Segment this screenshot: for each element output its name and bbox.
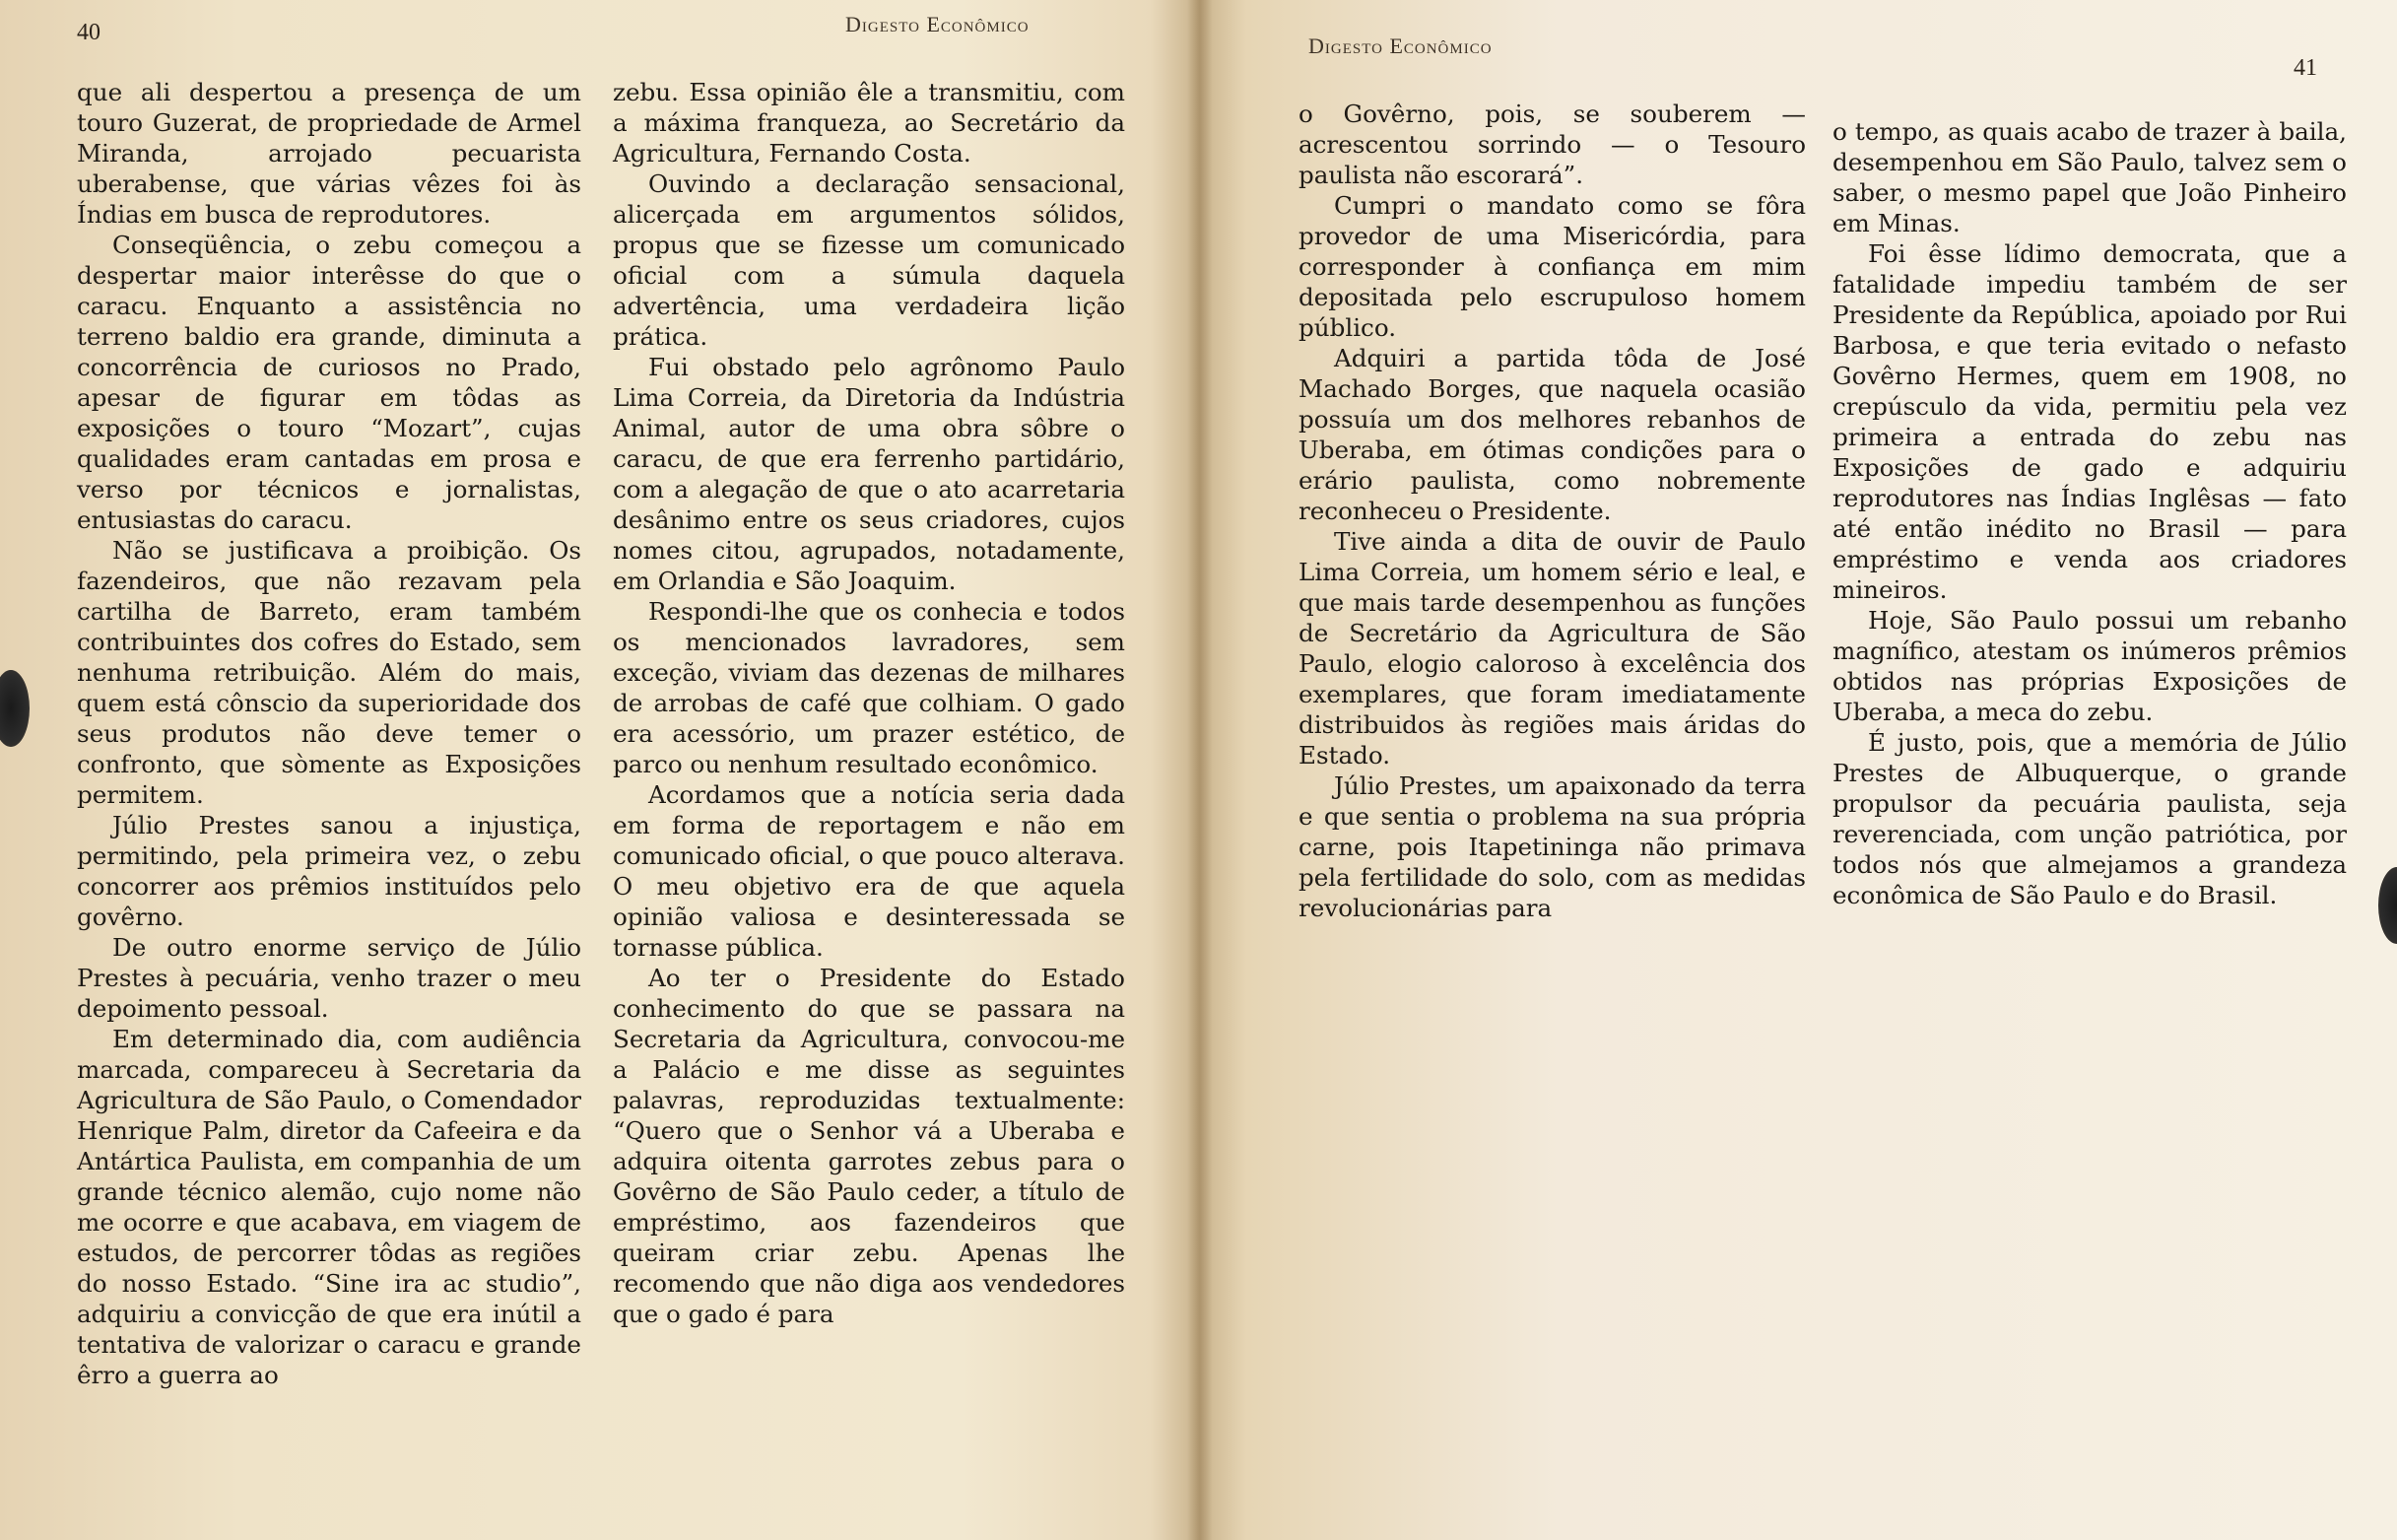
paragraph: que ali despertou a presença de um touro Guzerat, de propriedade de Armel Miranda, arrojado pecuarista uberabense, que várias vêzes foi às Índias em busca de reprodutores.: [77, 78, 581, 229]
left-page-column-2: [613, 77, 1125, 1329]
paragraph: o tempo, as quais acabo de trazer à baila, desempenhou em São Paulo, talvez sem o saber, o mesmo papel que João Pinheiro em Minas.: [1832, 117, 2347, 237]
paragraph: Adquiri a partida tôda de José Machado Borges, que naquela ocasião possuía um dos melhores rebanhos de Uberaba, em ótimas condições para o erário paulista, como nobremente reconheceu o Presidente.: [1298, 344, 1806, 525]
paragraph: Tive ainda a dita de ouvir de Paulo Lima Correia, um homem sério e leal, e que mais tarde desempenhou as funções de Secretário da Agricultura de São Paulo, elogio caloroso à excelência dos exemplares, que foram imediatamente distribuidos às regiões mais áridas do Estado.: [1298, 527, 1806, 770]
running-head-left: Digesto Econômico: [845, 12, 1030, 36]
page-number-right: 41: [2294, 55, 2317, 81]
binder-hole: [0, 670, 30, 747]
paragraph: Ouvindo a declaração sensacional, alicerçada em argumentos sólidos, propus que se fizesse um comunicado oficial com a súmula daquela advertência, uma verdadeira lição prática.: [613, 169, 1125, 351]
paragraph: Respondi-lhe que os conhecia e todos os mencionados lavradores, sem exceção, viviam das dezenas de milhares de arrobas de café que colhiam. O gado era acessório, um prazer estético, de parco ou nenhum resultado econômico.: [613, 597, 1125, 778]
paragraph: Ao ter o Presidente do Estado conhecimento do que se passara na Secretaria da Agricultura, convocou-me a Palácio e me disse as seguintes palavras, reproduzidas textualmente: “Quero que o Senhor vá a Uberaba e adquira oitenta garrotes zebus para o Govêrno de São Paulo ceder, a título de empréstimo, aos fazendeiros que queiram criar zebu. Apenas lhe recomendo que não diga aos vendedores que o gado é para: [613, 964, 1125, 1328]
paragraph: Júlio Prestes sanou a injustiça, permitindo, pela primeira vez, o zebu concorrer aos prêmios instituídos pelo govêrno.: [77, 811, 581, 931]
binder-hole: [2378, 867, 2397, 944]
right-page-column-1: [1298, 99, 1806, 923]
paragraph: É justo, pois, que a memória de Júlio Prestes de Albuquerque, o grande propulsor da pecuária paulista, seja reverenciada, com unção patriótica, por todos nós que almejamos a grandeza econômica de São Paulo e do Brasil.: [1832, 728, 2347, 909]
paragraph: zebu. Essa opinião êle a transmitiu, com a máxima franqueza, ao Secretário da Agricultura, Fernando Costa.: [613, 78, 1125, 167]
page-number-left: 40: [77, 20, 100, 45]
paragraph: Em determinado dia, com audiência marcada, compareceu à Secretaria da Agricultura de São Paulo, o Comendador Henrique Palm, diretor da Cafeeira e da Antártica Paulista, em companhia de um grande técnico alemão, cujo nome não me ocorre e que acabava, em viagem de estudos, de percorrer tôdas as regiões do nosso Estado. “Sine ira ac studio”, adquiriu a convicção de que era inútil a tentativa de valorizar o caracu e grande êrro a guerra ao: [77, 1025, 581, 1389]
paragraph: Acordamos que a notícia seria dada em forma de reportagem e não em comunicado oficial, o que pouco alterava. O meu objetivo era de que aquela opinião valiosa e desinteressada se tornasse pública.: [613, 780, 1125, 962]
left-page-column-1: [77, 77, 581, 1390]
left-page: [0, 0, 1197, 1540]
paragraph: Foi êsse lídimo democrata, que a fatalidade impediu também de ser Presidente da República, apoiado por Rui Barbosa, e que teria evitado o nefasto Govêrno Hermes, quem em 1908, no crepúsculo da vida, permitiu pela vez primeira a entrada do zebu nas Exposições de gado e adquiriu reprodutores nas Índias Inglêsas — fato até então inédito no Brasil — para empréstimo e venda aos criadores mineiros.: [1832, 239, 2347, 604]
paragraph: Fui obstado pelo agrônomo Paulo Lima Correia, da Diretoria da Indústria Animal, autor de uma obra sôbre o caracu, de que era ferrenho partidário, com a alegação de que o ato acarretaria desânimo entre os seus criadores, cujos nomes citou, agrupados, notadamente, em Orlandia e São Joaquim.: [613, 353, 1125, 595]
paragraph: Cumpri o mandato como se fôra provedor de uma Misericórdia, para corresponder à confiança em mim depositada pelo escrupuloso homem público.: [1298, 191, 1806, 342]
right-page: [1200, 0, 2397, 1540]
paragraph: Conseqüência, o zebu começou a despertar maior interêsse do que o caracu. Enquanto a assistência no terreno baldio era grande, diminuta a concorrência de curiosos no Prado, apesar de figurar em tôdas as exposições o touro “Mozart”, cujas qualidades eram cantadas em prosa e verso por técnicos e jornalistas, entusiastas do caracu.: [77, 231, 581, 534]
right-page-column-2: [1832, 116, 2347, 910]
paragraph: Júlio Prestes, um apaixonado da terra e que sentia o problema na sua própria carne, pois Itapetininga não primava pela fertilidade do solo, com as medidas revolucionárias para: [1298, 771, 1806, 922]
paragraph: De outro enorme serviço de Júlio Prestes à pecuária, venho trazer o meu depoimento pessoal.: [77, 933, 581, 1023]
running-head-right: Digesto Econômico: [1308, 33, 1493, 58]
paragraph: Não se justificava a proibição. Os fazendeiros, que não rezavam pela cartilha de Barreto, eram também contribuintes dos cofres do Estado, sem nenhuma retribuição. Além do mais, quem está cônscio da superioridade dos seus produtos não deve temer o confronto, que sòmente as Exposições permitem.: [77, 536, 581, 809]
paragraph: Hoje, São Paulo possui um rebanho magnífico, atestam os inúmeros prêmios obtidos nas próprias Exposições de Uberaba, a meca do zebu.: [1832, 606, 2347, 726]
paragraph: o Govêrno, pois, se souberem — acrescentou sorrindo — o Tesouro paulista não escorará”.: [1298, 100, 1806, 189]
